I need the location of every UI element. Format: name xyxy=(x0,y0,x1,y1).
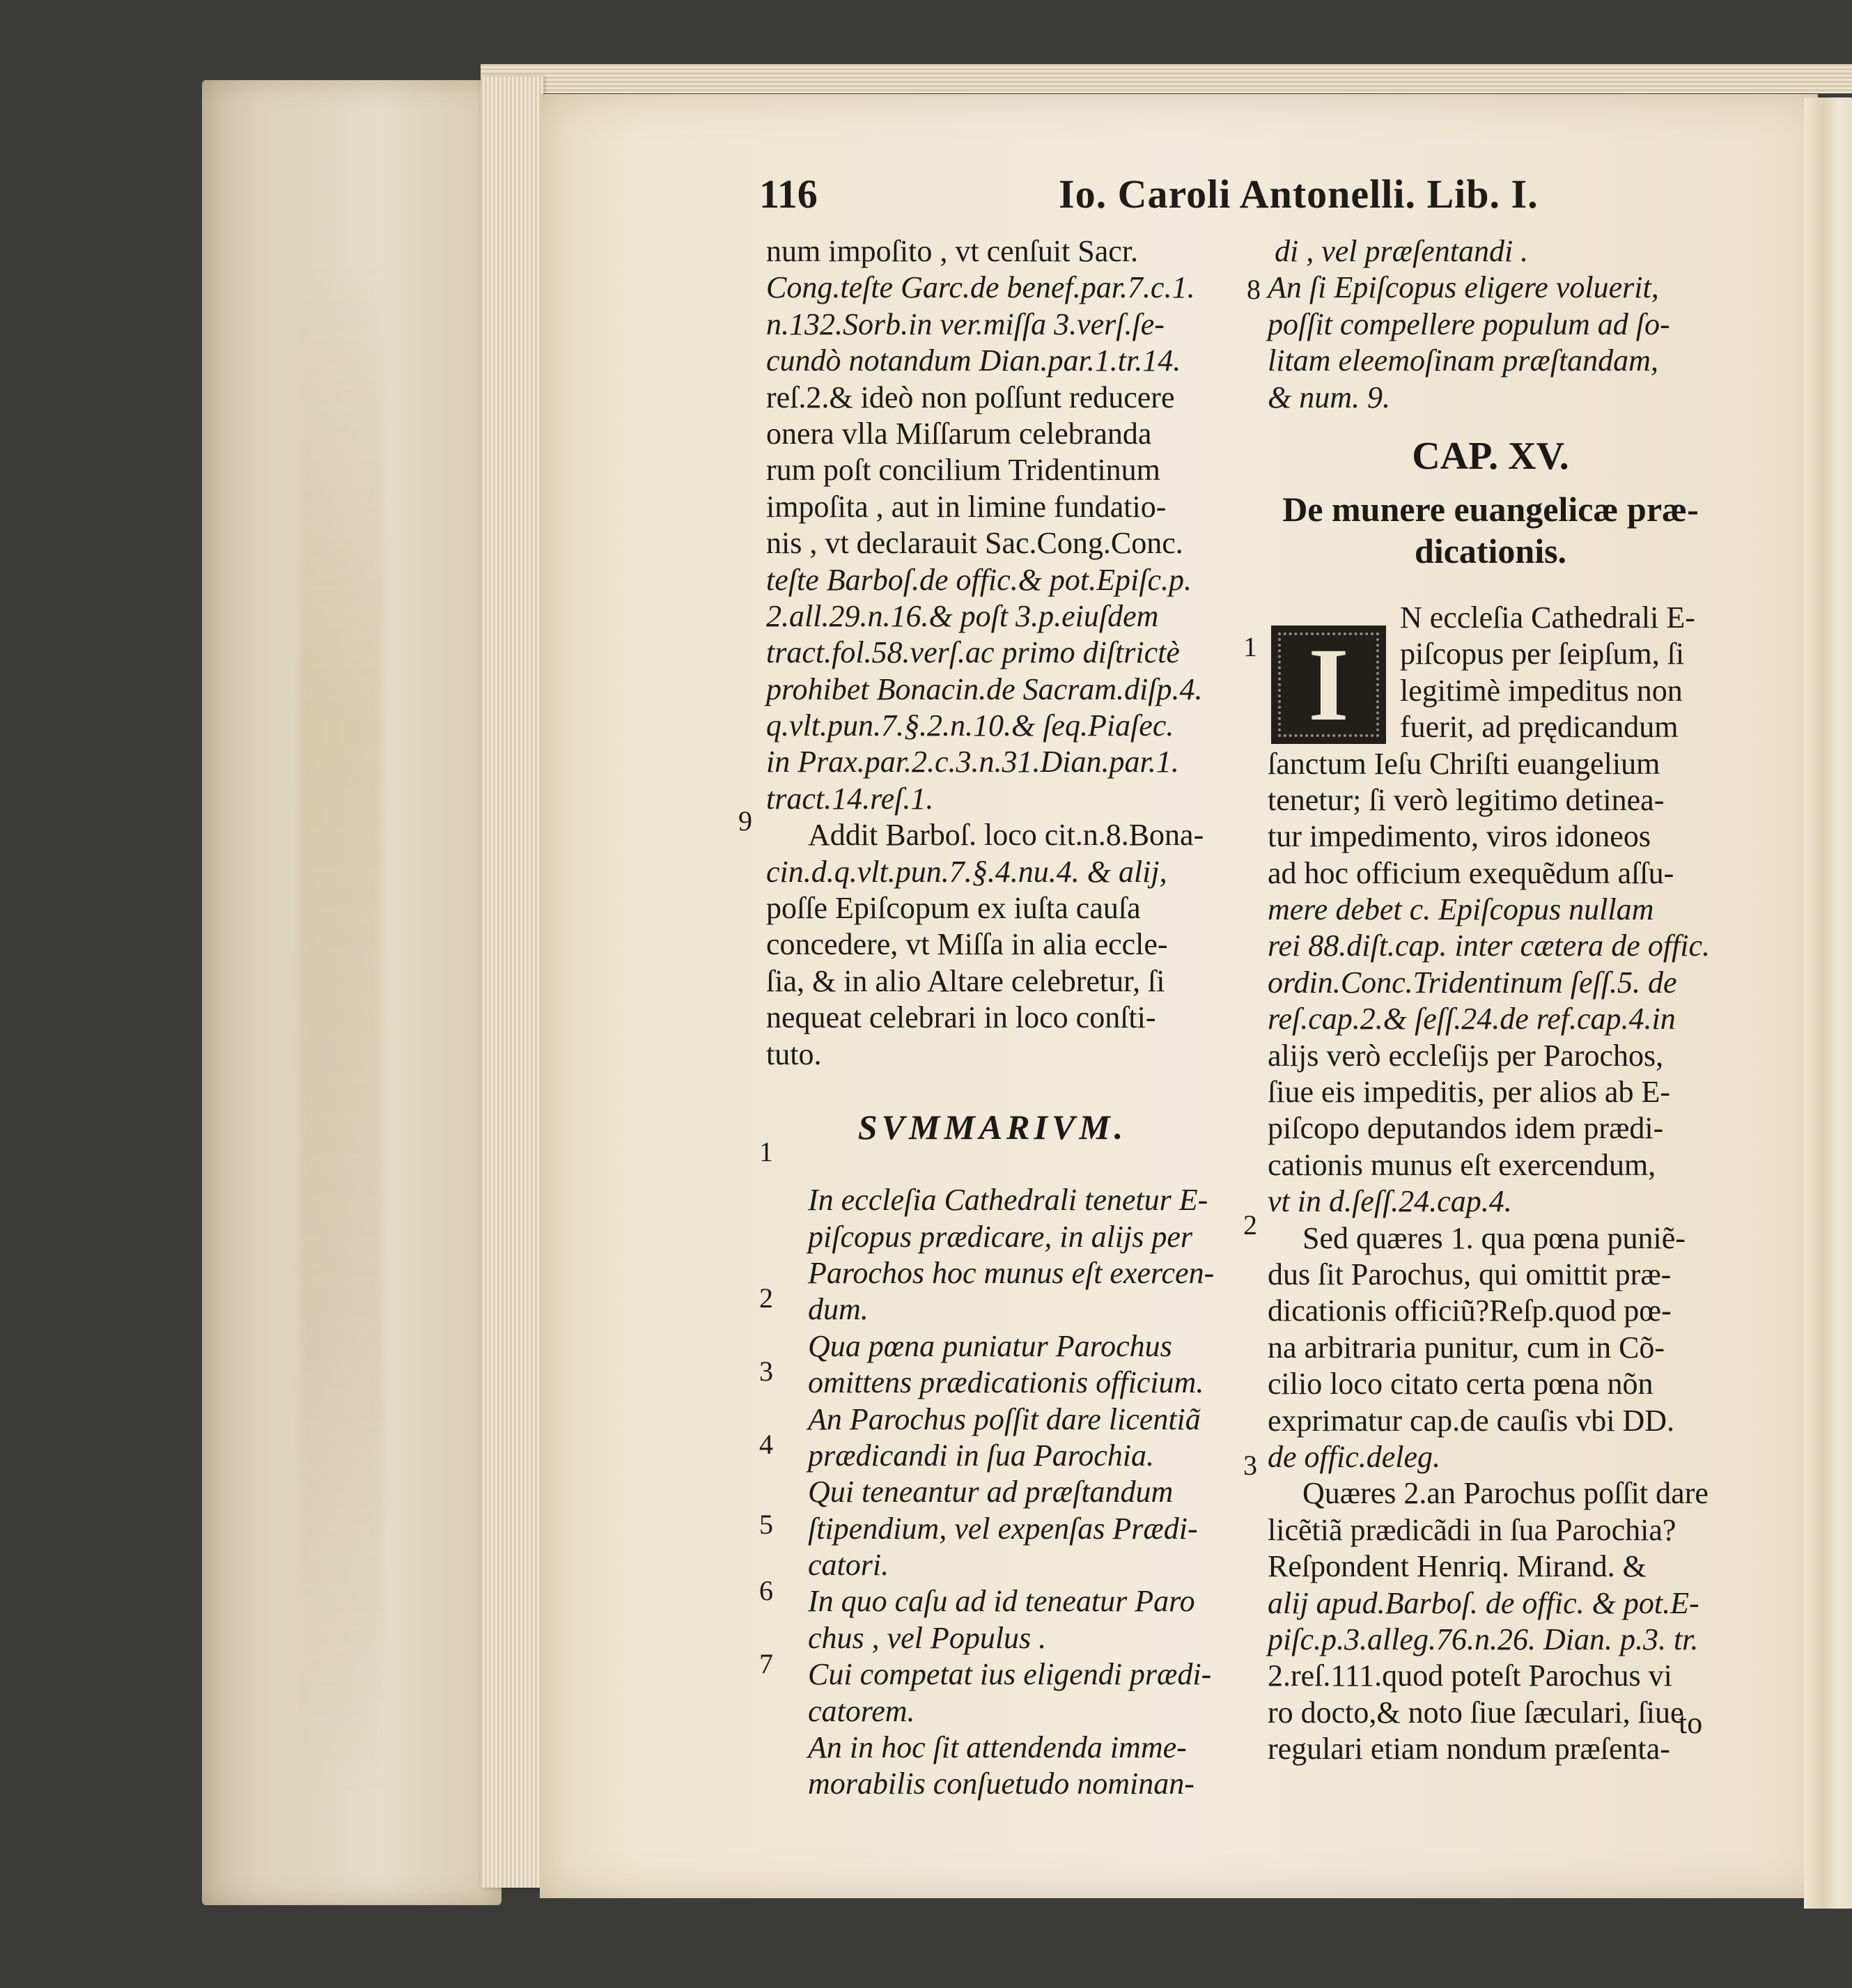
text-line: piſcopo deputandos idem prædi- xyxy=(1268,1111,1664,1146)
page-top-edge xyxy=(481,64,1852,93)
summary-line: morabilis conſuetudo nominan- xyxy=(808,1766,1195,1801)
text-line: reſ.2.& ideò non poſſunt reducere xyxy=(766,380,1175,414)
margin-number: 6 xyxy=(759,1575,773,1606)
summary-line: & num. 9. xyxy=(1268,380,1390,414)
left-column xyxy=(766,233,1219,1803)
text-line: 2.all.29.n.16.& poſt 3.p.eiuſdem xyxy=(766,598,1159,633)
margin-number: 3 xyxy=(759,1356,773,1387)
summary-line: An ſi Epiſcopus eligere voluerit, xyxy=(1268,270,1659,305)
text-line: poſſe Epiſcopum ex iuſta cauſa xyxy=(766,891,1141,926)
text-line: piſc.p.3.alleg.76.n.26. Dian. p.3. tr. xyxy=(1268,1622,1699,1656)
text-line: 2.reſ.111.quod poteſt Parochus vi xyxy=(1268,1659,1672,1693)
summary-line: An Parochus poſſit dare licentiã xyxy=(808,1401,1201,1436)
text-line: concedere, vt Miſſa in alia eccle- xyxy=(766,927,1168,962)
summary-line: prædicandi in ſua Parochia. xyxy=(808,1438,1155,1473)
page-stack-edge xyxy=(481,77,543,1888)
text-line: piſcopus per ſeipſum, ſi xyxy=(1400,637,1685,671)
text-line: Reſpondent Henriq. Mirand. & xyxy=(1268,1549,1647,1584)
margin-number: 7 xyxy=(759,1648,773,1679)
summarium-heading: SVMMARIVM. xyxy=(857,1108,1128,1147)
margin-number: 2 xyxy=(759,1282,773,1314)
text-line: tur impedimento, viros idoneos xyxy=(1268,819,1651,854)
text-line: ſanctum Ieſu Chriſti euangelium xyxy=(1268,746,1660,781)
chapter-heading: CAP. XV. xyxy=(1412,434,1569,478)
text-line: cin.d.q.vlt.pun.7.§.4.nu.4. & alij, xyxy=(766,854,1167,889)
facing-page-edge xyxy=(1804,98,1852,1909)
text-line: prohibet Bonacin.de Sacram.diſp.4. xyxy=(766,671,1203,706)
page-number: 116 xyxy=(759,171,818,217)
chapter-title: dicationis. xyxy=(1414,531,1567,570)
text-line: nis , vt declarauit Sac.Cong.Conc. xyxy=(766,526,1183,561)
text-line: tenetur; ſi verò legitimo detinea- xyxy=(1268,782,1665,817)
margin-number: 2 xyxy=(1243,1209,1257,1241)
text-line: alijs verò eccleſijs per Parochos, xyxy=(1268,1038,1664,1073)
right-column xyxy=(1268,233,1713,1767)
text-line: ordin.Conc.Tridentinum ſeſſ.5. de xyxy=(1268,965,1677,1000)
text-line: teſte Barboſ.de offic.& pot.Epiſc.p. xyxy=(766,562,1192,597)
text-line: regulari etiam nondum præſenta- xyxy=(1268,1732,1670,1766)
text-line: ad hoc officium exequẽdum aſſu- xyxy=(1268,855,1674,890)
text-line: tuto. xyxy=(766,1036,822,1071)
text-line: de offic.deleg. xyxy=(1268,1439,1441,1474)
summary-line: dum. xyxy=(808,1292,869,1327)
text-line: na arbitraria punitur, cum in Cõ- xyxy=(1268,1330,1665,1365)
running-title: Io. Caroli Antonelli. Lib. I. xyxy=(1059,171,1539,217)
margin-number: 4 xyxy=(759,1429,773,1460)
text-line: onera vlla Miſſarum celebranda xyxy=(766,416,1152,451)
text-line: dicationis officiũ?Reſp.quod pœ- xyxy=(1268,1294,1672,1328)
blank-line xyxy=(766,1146,1219,1182)
summary-line: Qui teneantur ad præſtandum xyxy=(808,1475,1174,1509)
summary-line: Cui competat ius eligendi prædi- xyxy=(808,1657,1212,1692)
margin-number: 8 xyxy=(1247,274,1261,305)
text-line: Sed quæres 1. qua pœna puniẽ- xyxy=(1302,1220,1686,1255)
text-line: Addit Barboſ. loco cit.n.8.Bona- xyxy=(808,818,1204,853)
text-line: ſiue eis impeditis, per alios ab E- xyxy=(1268,1075,1670,1110)
text-line: cundò notandum Dian.par.1.tr.14. xyxy=(766,343,1181,378)
text-line: ſia, & in alio Altare celebretur, ſi xyxy=(766,963,1165,998)
text-line: cilio loco citato certa pœna nõn xyxy=(1268,1367,1653,1401)
text-line: di , vel præſentandi . xyxy=(1275,234,1529,268)
text-line: dus ſit Parochus, qui omittit præ- xyxy=(1268,1257,1672,1291)
summary-line: catori. xyxy=(808,1548,889,1583)
text-line: N eccleſia Cathedrali E- xyxy=(1400,600,1695,635)
summary-line: poſſit compellere populum ad ſo- xyxy=(1268,306,1670,341)
text-line: tract.14.reſ.1. xyxy=(766,781,934,816)
summary-line: ſtipendium, vel expenſas Prædi- xyxy=(808,1511,1198,1546)
margin-number: 3 xyxy=(1243,1450,1257,1481)
text-line: in Prax.par.2.c.3.n.31.Dian.par.1. xyxy=(766,745,1179,779)
summary-line: chus , vel Populus . xyxy=(808,1620,1047,1655)
text-line: fuerit, ad prędicandum xyxy=(1400,710,1679,745)
summary-line: In eccleſia Cathedrali tenetur E- xyxy=(808,1183,1208,1218)
text-line: impoſita , aut in limine fundatio- xyxy=(766,489,1167,524)
text-line: q.vlt.pun.7.§.2.n.10.& ſeq.Piaſec. xyxy=(766,708,1174,743)
text-line: num impoſito , vt cenſuit Sacr. xyxy=(766,234,1139,268)
text-line: n.132.Sorb.in ver.miſſa 3.verſ.ſe- xyxy=(766,306,1165,341)
summary-line: In quo caſu ad id teneatur Paro xyxy=(808,1584,1195,1619)
margin-number: 1 xyxy=(1243,631,1257,662)
catchword: to xyxy=(1679,1706,1703,1740)
margin-number: 9 xyxy=(738,805,752,837)
chapter-title: De munere euangelicæ præ- xyxy=(1282,489,1699,529)
cover-stain xyxy=(299,265,383,1797)
blank-line xyxy=(766,1073,1219,1109)
initial-letter: I xyxy=(1308,627,1349,743)
text-line: Quæres 2.an Parochus poſſit dare xyxy=(1302,1476,1709,1511)
running-head xyxy=(759,171,1720,219)
text-line: mere debet c. Epiſcopus nullam xyxy=(1268,892,1654,927)
text-line: reſ.cap.2.& ſeſſ.24.de ref.cap.4.in xyxy=(1268,1002,1676,1036)
text-line: nequeat celebrari in loco conſti- xyxy=(766,1000,1156,1035)
summary-line: catorem. xyxy=(808,1693,915,1728)
text-line: rum poſt concilium Tridentinum xyxy=(766,453,1160,488)
text-line: exprimatur cap.de cauſis vbi DD. xyxy=(1268,1403,1675,1438)
text-line: legitimè impeditus non xyxy=(1400,673,1683,708)
summary-line: piſcopus prædicare, in alijs per xyxy=(808,1219,1193,1254)
text-line: vt in d.ſeſſ.24.cap.4. xyxy=(1268,1184,1512,1219)
text-line: ro docto,& noto ſiue ſæculari, ſiue xyxy=(1268,1695,1684,1730)
text-line: licẽtiã prædicãdi in ſua Parochia? xyxy=(1268,1512,1676,1547)
summary-line: litam eleemoſinam præſtandam, xyxy=(1268,343,1658,378)
text-line: alij apud.Barboſ. de offic. & pot.E- xyxy=(1268,1585,1699,1620)
summary-line: Parochos hoc munus eſt exercen- xyxy=(808,1255,1215,1290)
text-line: cationis munus eſt exercendum, xyxy=(1268,1147,1656,1182)
summary-line: Qua pœna puniatur Parochus xyxy=(808,1328,1172,1363)
text-line: Cong.teſte Garc.de benef.par.7.c.1. xyxy=(766,270,1195,305)
margin-number: 1 xyxy=(759,1136,773,1167)
summary-line: An in hoc ſit attendenda imme- xyxy=(808,1730,1187,1765)
margin-number: 5 xyxy=(759,1509,773,1540)
text-line: rei 88.diſt.cap. inter cætera de offic. xyxy=(1268,929,1711,963)
text-line: tract.fol.58.verſ.ac primo diſtrictè xyxy=(766,635,1180,670)
summary-line: omittens prædicationis officium. xyxy=(808,1365,1204,1400)
decorated-initial xyxy=(1271,626,1386,744)
